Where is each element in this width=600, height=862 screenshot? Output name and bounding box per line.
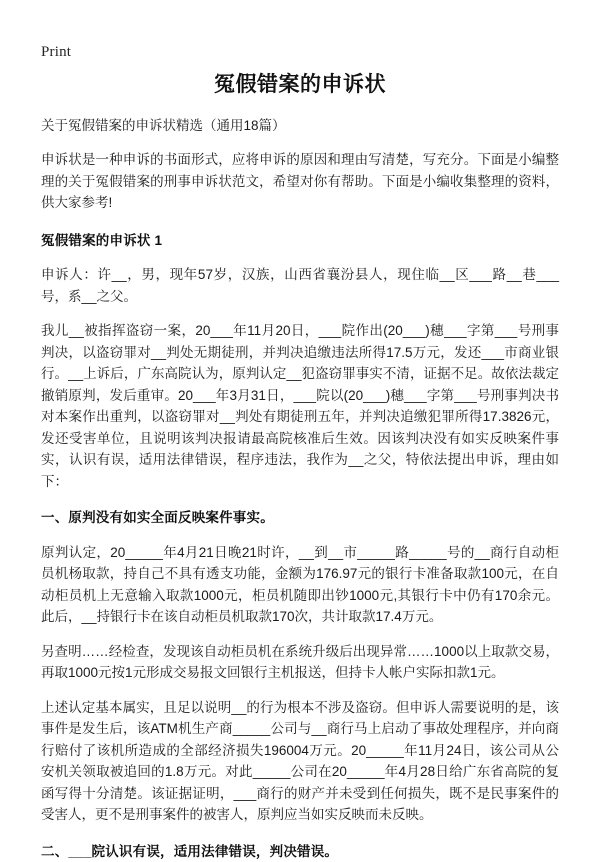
appellant-info-paragraph: 申诉人：许__，男，现年57岁，汉族，山西省襄汾县人，现住临__区___路__巷___号，系__之父。: [41, 264, 559, 307]
page-title: 冤假错案的申诉状: [41, 70, 559, 100]
section-one-paragraph-1: 原判认定，20_____年4月21日晚21时许，__到__市_____路_____号的__商行自动柜员机杨取款，持自己不具有透支功能，金额为176.97元的银行卡准备取款100元，在自动柜员机上无意输入取款1000元，柜员机随即出钞1000元,其银行卡中仍有170余元。此后，__持银行卡在该自动柜员机取款170次，共计取款17.4万元。: [41, 542, 559, 628]
section-one-paragraph-2: 另查明……经检查，发现该自动柜员机在系统升级后出现异常……1000以上取款交易，再取1000元按1元形成交易报文回银行主机报送，但持卡人帐户实际扣款1元。: [41, 641, 559, 684]
section-one-paragraph-3: 上述认定基本属实，且足以说明__的行为根本不涉及盗窃。但申诉人需要说明的是，该事件是发生后，该ATM机生产商_____公司与__商行马上启动了事故处理程序，并向商行赔付了该机所造成的全部经济损失196004万元。20_____年11月24日，该公司从公安机关领取被追回的1.8万元。对此_____公司在20_____年4月28日给广东省高院的复函写得十分清楚。该证据证明，___商行的财产并未受到任何损失，既不是民事案件的受害人，更不是刑事案件的被害人，原判应当如实反映而未反映。: [41, 697, 559, 826]
print-bar: [41, 42, 71, 62]
intro-paragraph: 申诉状是一种申诉的书面形式，应将申诉的原因和理由写清楚，写充分。下面是小编整理的关于冤假错案的刑事申诉状范文，希望对你有帮助。下面是小编收集整理的资料，供大家参考!: [41, 149, 559, 214]
section-one-heading: 一、原判没有如实全面反映案件事实。: [41, 507, 559, 529]
section-two-heading: 二、___院认识有误，适用法律错误，判决错误。: [41, 841, 559, 862]
case-background-paragraph: 我儿__被指挥盗窃一案，20___年11月20日，___院作出(20___)穗___字第___号刑事判决，以盗窃罪对__判处无期徒刑，并判决追缴违法所得17.5万元，发还___市商业银行。__上诉后，广东高院认为，原判认定__犯盗窃罪事实不清，证据不足。故依法裁定撤销原判，发后重审。20___年3月31日，___院以(20___)穗___字第___号刑事判决书对本案作出重判，以盗窃罪对__判处有期徒刑五年，并判决追缴犯罪所得17.3826元，发还受害单位，且说明该判决报请最高院核准后生效。因该判决没有如实反映案件事实，认识有误，适用法律错误，程序违法，我作为__之父，特依法提出申诉，理由如下：: [41, 320, 559, 492]
sample-heading: 冤假错案的申诉状 1: [41, 230, 559, 252]
document-content: [41, 70, 559, 862]
document-subtitle: 关于冤假错案的申诉状精选（通用18篇）: [41, 116, 559, 136]
print-link[interactable]: Print: [41, 44, 71, 60]
